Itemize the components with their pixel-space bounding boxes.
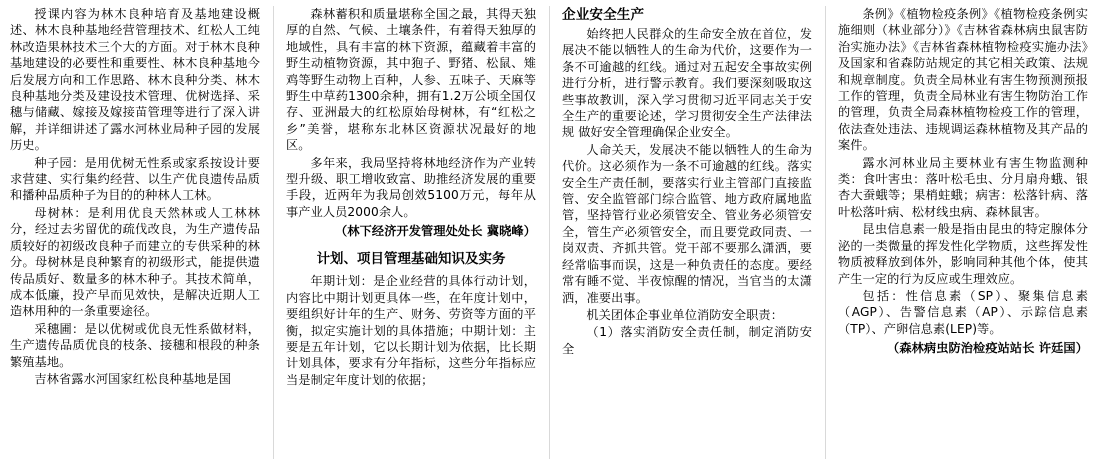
paragraph: 多年来，我局坚持将林地经济作为产业转型升级、职工增收致富、助推经济发展的重要手段，近两年为我局创效5100万元，每年从事产业人员2000余人。 bbox=[286, 155, 536, 219]
paragraph: 昆虫信息素一般是指由昆虫的特定腺体分泌的一类微量的挥发性化学物质，这些挥发性物质被释放到体外，影响同种其他个体，使其产生一定的行为反应或生理效应。 bbox=[838, 222, 1088, 286]
paragraph: 采穗圃：是以优树或优良无性系做材料，生产遗传品质优良的枝条、接穗和根段的种条繁殖基地。 bbox=[10, 321, 260, 369]
column-divider bbox=[273, 6, 274, 459]
paragraph: （1）落实消防安全责任制，制定消防安全 bbox=[562, 325, 812, 356]
section-heading: 企业安全生产 bbox=[562, 7, 645, 23]
paragraph: 授课内容为林木良种培育及基地建设概述、林木良种基地经营管理技术、红松人工纯林改造果林技术三个大的方面。对于林木良种基地建设的必要性和重要性、林木良种基地今后发展方向和工作思路、林木良种分类、林木良种基地分类及建设技术管理、优树选择、采穗与储藏、嫁接及嫁接苗管理等进行了深入讲解，并详细讲述了露水河林业局种子园的发展历史。 bbox=[10, 7, 260, 153]
paragraph: 年期计划：是企业经营的具体行动计划，内容比中期计划更具体一些，在年度计划中，要组织好计年的生产、财务、劳资等方面的平衡，拟定实施计划的具体措施；中期计划：主要是五年计划，它以长期计划为依据，比长期计划具体，要求有分年指标，这些分年指标应当是制定年度计划的依据； bbox=[286, 274, 536, 387]
paragraph: 条例》《植物检疫条例》《植物检疫条例实施细则（林业部分）》《吉林省森林病虫鼠害防治实施办法》《吉林省森林植物检疫实施办法》及国家和省森防站规定的其它相关政策、法规和规章制度。负责全局林业有害生物预测预报工作的管理，负责全局林业有害生物防治工作的管理，负责全局森林植物检疫工作的管理，依法查处违法、违规调运森林植物及其产品的案件。 bbox=[838, 7, 1088, 153]
paragraph: 机关团体企事业单位消防安全职责： bbox=[586, 307, 783, 322]
paragraph: 人命关天，发展决不能以牺牲人的生命为代价。这必须作为一条不可逾越的红线。落实安全生产责任制，要落实行业主管部门直接监管、安全监管部门综合监管、地方政府属地监管，坚持管行业必须管安全、管业务必须管安全，管生产必须管安全，而且要党政同责、一岗双责、齐抓共管。党干部不要那么潇洒，要经常临事而误，这是一种负责任的态度。要经常有睡不觉、半夜惊醒的情况，当官当的太潇洒，准要出事。 bbox=[562, 142, 812, 305]
paragraph: 包括：性信息素（SP）、聚集信息素（AGP）、告警信息素（AP）、示踪信息素（TP）、产卵信息素(LEP)等。 bbox=[838, 288, 1088, 336]
article-byline: （森林病虫防治检疫站站长 许廷国） bbox=[887, 341, 1088, 356]
paragraph: 始终把人民群众的生命安全放在首位，发展决不能以牺牲人的生命为代价，这要作为一条不可逾越的红线。通过对五起安全事故实例进行分析，进行警示教育。我们要深刻吸取这些事故教训，深入学习贯彻习近平同志关于安全生产的重要论述，学习贯彻安全生产法律法规 做好安全管理确保企业安全。 bbox=[562, 27, 812, 140]
spacer bbox=[286, 244, 536, 249]
text-column-2 bbox=[286, 6, 536, 459]
text-column-4 bbox=[838, 6, 1088, 459]
column-divider bbox=[549, 6, 550, 459]
paragraph: 吉林省露水河国家红松良种基地是国 bbox=[34, 371, 231, 386]
text-column-1 bbox=[10, 6, 260, 459]
article-byline: （林下经济开发管理处处长 冀晓峰） bbox=[335, 224, 536, 239]
paragraph: 母树林：是利用优良天然林或人工林林分，经过去劣留优的疏伐改良，为生产遗传品质较好的初级改良种子而建立的专供采种的林分。母树林是良种繁育的初级形式，能提供遗传品质好、数量多的林木种子。其技术简单，成本低廉，投产早而见效快，是解决近期人工造林用种的一条重要途径。 bbox=[10, 205, 260, 319]
paragraph: 森林蓄积和质量堪称全国之最，其得天独厚的自然、气候、土壤条件，有着得天独厚的地域性，具有丰富的林下资源，蕴藏着丰富的野生动植物资源，其中狍子、野猪、松鼠、雉鸡等野生动物上百种，人参、五味子、天麻等野生中草药1300余种，拥有1.2万公顷全国仅存、亚洲最大的红松原始母树林，有“红松之乡”美誉，堪称东北林区资源状况最好的地区。 bbox=[286, 7, 536, 153]
paragraph: 种子园：是用优树无性系或家系按设计要求营建、实行集约经营、以生产优良遗传品质和播种品质种子为目的的种林人工林。 bbox=[10, 155, 260, 203]
section-heading: 计划、项目管理基础知识及实务 bbox=[316, 252, 506, 268]
text-column-3 bbox=[562, 6, 812, 459]
column-divider bbox=[825, 6, 826, 459]
paragraph: 露水河林业局主要林业有害生物监测种类：食叶害虫：落叶松毛虫、分月扇舟蛾、银杏大蚕蛾等；果梢蛀蛾；病害：松落针病、落叶松落叶病、松材线虫病、森林鼠害。 bbox=[838, 155, 1088, 219]
